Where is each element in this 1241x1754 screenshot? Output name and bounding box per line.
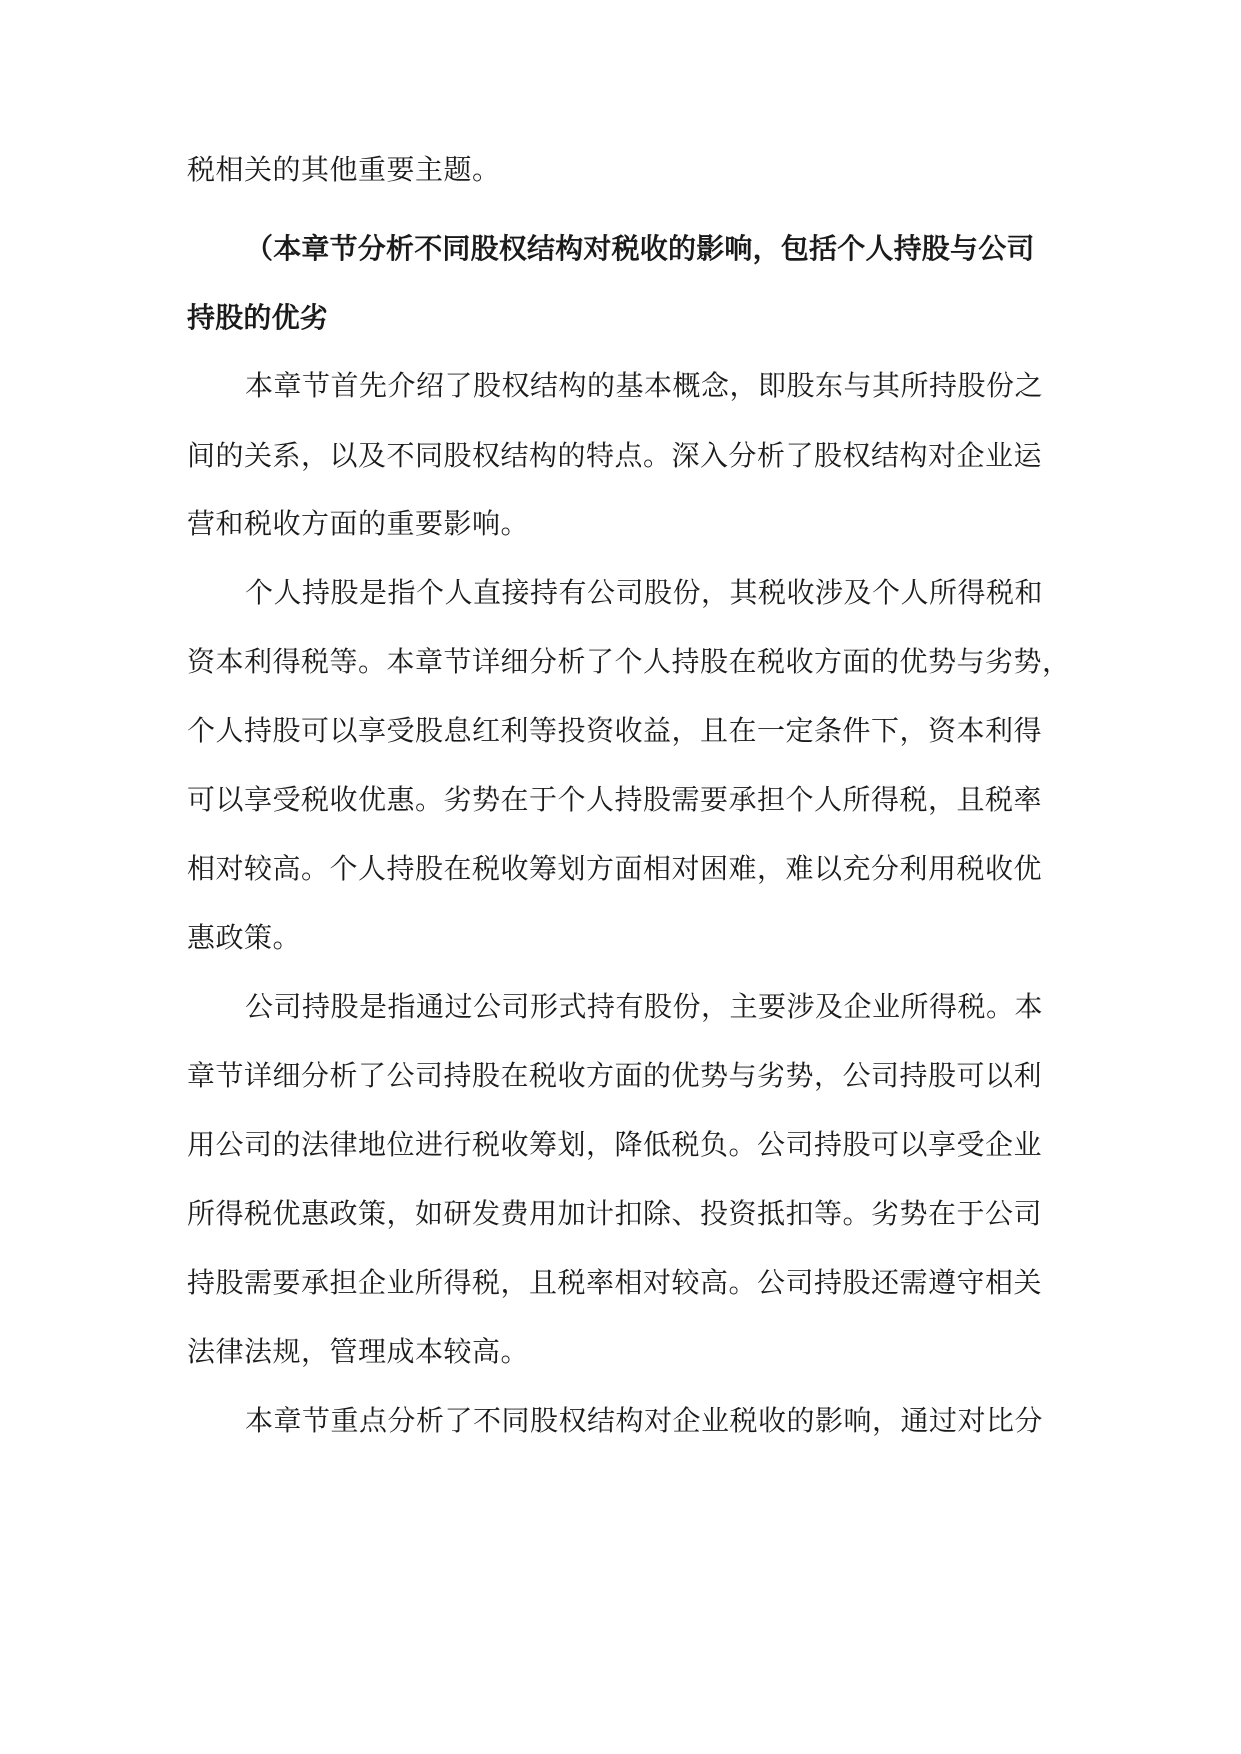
text-line: 可以享受税收优惠。劣势在于个人持股需要承担个人所得税，且税率 [187,783,1043,816]
text-line: 间的关系，以及不同股权结构的特点。深入分析了股权结构对企业运 [187,439,1043,472]
text-line: 个人持股是指个人直接持有公司股份，其税收涉及个人所得税和 [245,576,1044,609]
text-line: 本章节重点分析了不同股权结构对企业税收的影响，通过对比分 [245,1404,1044,1437]
section-heading: 持股的优劣 [187,301,329,334]
section-heading: （本章节分析不同股权结构对税收的影响，包括个人持股与公司 [245,232,1035,265]
text-line: 营和税收方面的重要影响。 [187,507,530,540]
text-line: 税相关的其他重要主题。 [187,153,501,186]
text-line: 相对较高。个人持股在税收筹划方面相对困难，难以充分利用税收优 [187,852,1043,885]
text-line: 用公司的法律地位进行税收筹划，降低税负。公司持股可以享受企业 [187,1128,1043,1161]
text-line: 资本利得税等。本章节详细分析了个人持股在税收方面的优势与劣势， [187,645,1071,678]
text-line: 所得税优惠政策，如研发费用加计扣除、投资抵扣等。劣势在于公司 [187,1197,1043,1230]
text-line: 章节详细分析了公司持股在税收方面的优势与劣势，公司持股可以利 [187,1059,1043,1092]
text-line: 惠政策。 [187,921,302,954]
text-line: 本章节首先介绍了股权结构的基本概念，即股东与其所持股份之 [245,369,1044,402]
text-line: 公司持股是指通过公司形式持有股份，主要涉及企业所得税。本 [245,990,1044,1023]
text-line: 个人持股可以享受股息红利等投资收益，且在一定条件下，资本利得 [187,714,1043,747]
text-line: 持股需要承担企业所得税，且税率相对较高。公司持股还需遵守相关 [187,1266,1043,1299]
text-line: 法律法规，管理成本较高。 [187,1335,530,1368]
